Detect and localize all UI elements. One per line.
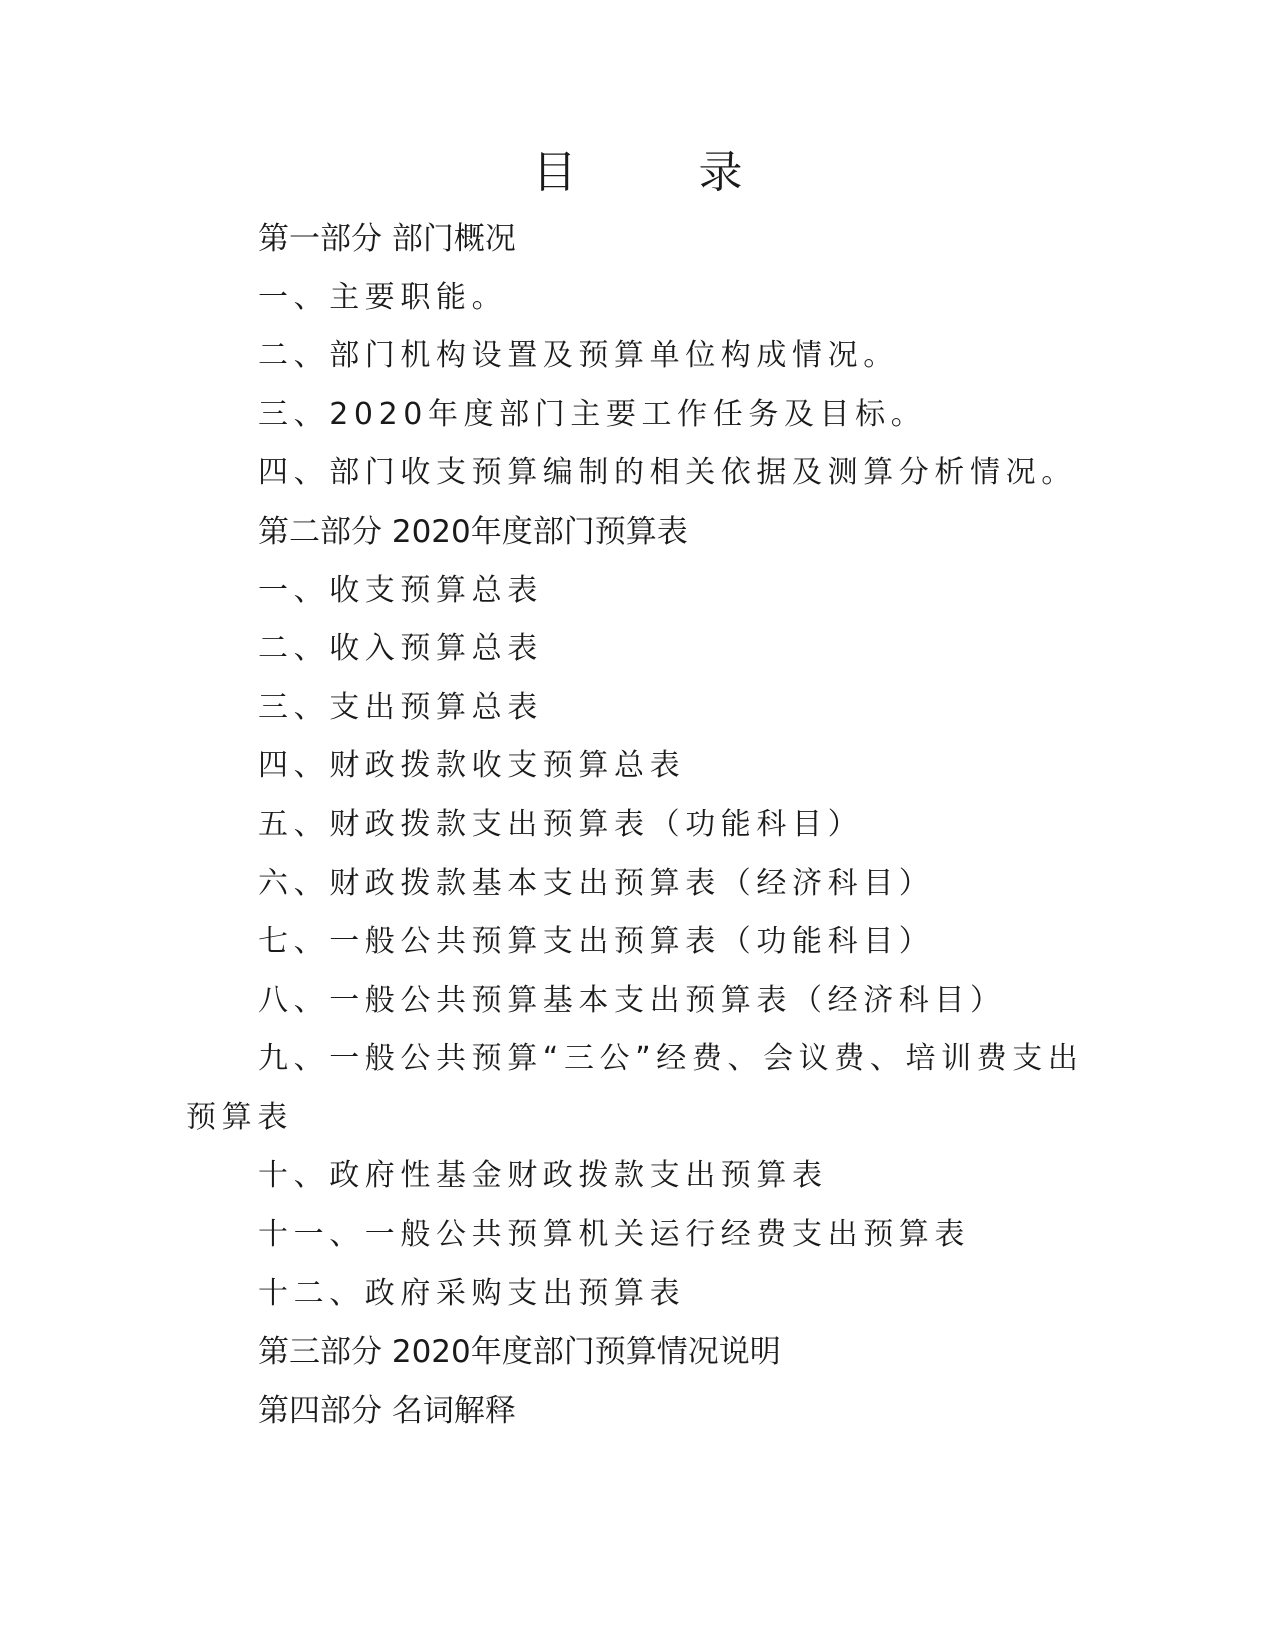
table-of-contents bbox=[0, 210, 1275, 1440]
toc-item: 四、财政拨款收支预算总表 bbox=[258, 748, 686, 784]
toc-item: 十、政府性基金财政拨款支出预算表 bbox=[258, 1158, 828, 1194]
toc-item: 一、收支预算总表 bbox=[258, 572, 543, 608]
toc-title-char-2: 录 bbox=[698, 147, 743, 198]
toc-item: 十一、一般公共预算机关运行经费支出预算表 bbox=[258, 1216, 970, 1252]
toc-item: 七、一般公共预算支出预算表（功能科目） bbox=[258, 924, 935, 960]
toc-item: 三、支出预算总表 bbox=[258, 689, 543, 725]
toc-item: 二、部门机构设置及预算单位构成情况。 bbox=[258, 338, 899, 374]
toc-title bbox=[0, 148, 1275, 198]
toc-item: 四、部门收支预算编制的相关依据及测算分析情况。 bbox=[258, 455, 1077, 491]
toc-part-1: 第一部分 部门概况 bbox=[258, 221, 516, 257]
toc-item: 十二、政府采购支出预算表 bbox=[258, 1275, 686, 1311]
toc-item-wrapped bbox=[0, 1030, 1275, 1147]
toc-item: 一、主要职能。 bbox=[258, 279, 508, 315]
toc-item: 八、一般公共预算基本支出预算表（经济科目） bbox=[258, 982, 1006, 1018]
toc-item-wrapped-text: 九、一般公共预算“三公”经费、会议费、培训费支出预算表 bbox=[186, 1041, 1084, 1135]
toc-title-char-1: 目 bbox=[532, 147, 577, 198]
toc-part-4: 第四部分 名词解释 bbox=[258, 1392, 516, 1429]
toc-item: 五、财政拨款支出预算表（功能科目） bbox=[258, 806, 864, 842]
toc-item: 六、财政拨款基本支出预算表（经济科目） bbox=[258, 865, 935, 901]
toc-part-2: 第二部分 2020年度部门预算表 bbox=[258, 513, 688, 550]
toc-part-3: 第三部分 2020年度部门预算情况说明 bbox=[258, 1334, 781, 1371]
toc-item: 二、收入预算总表 bbox=[258, 631, 543, 667]
toc-item: 三、2020年度部门主要工作任务及目标。 bbox=[258, 396, 927, 432]
